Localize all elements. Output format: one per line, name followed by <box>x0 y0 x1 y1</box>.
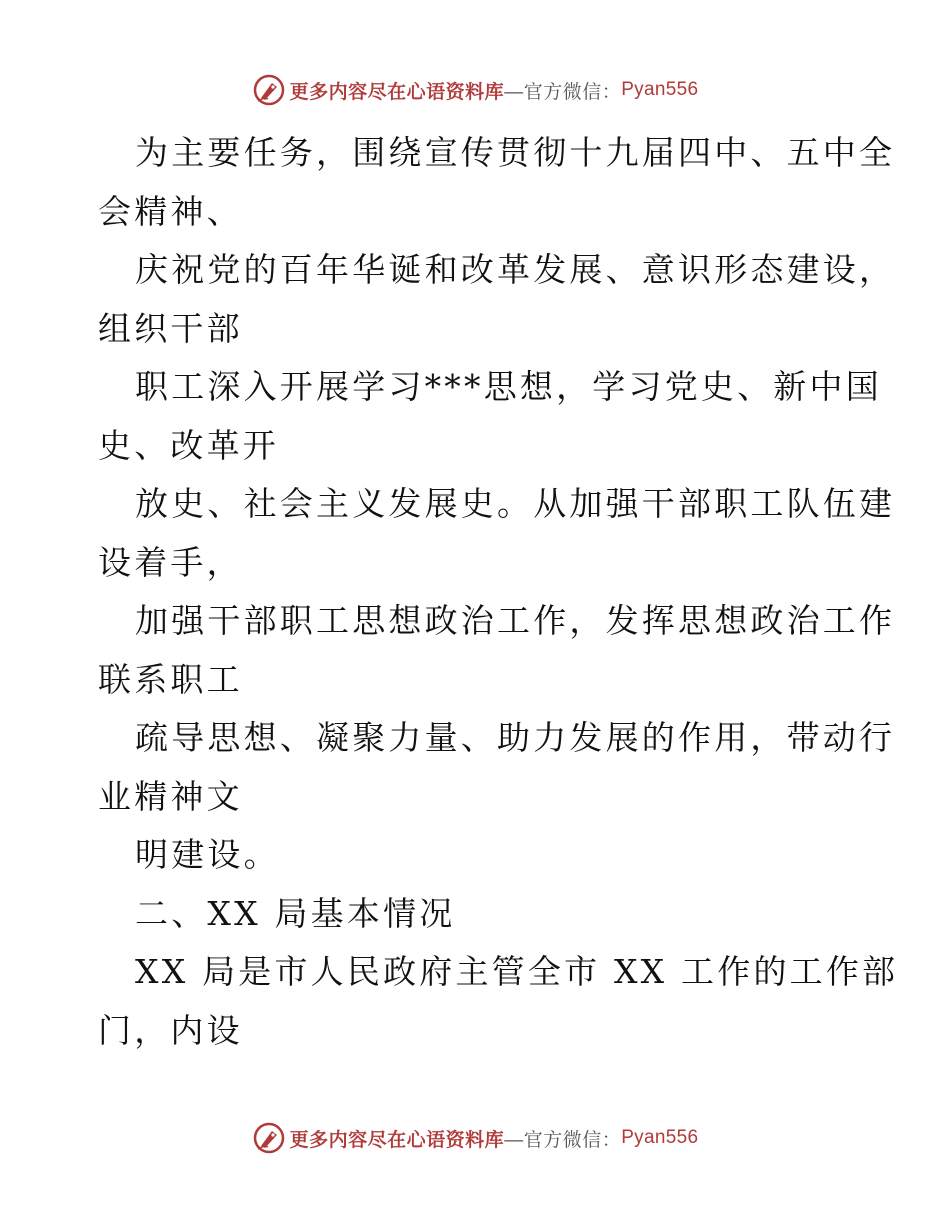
banner-separator: —官方微信： <box>504 81 622 103</box>
body-line: 加强干部职工思想政治工作，发挥思想政治工作 <box>135 601 896 640</box>
body-line: 联系职工 <box>98 659 243 699</box>
body-line: 业精神文 <box>98 776 243 816</box>
body-line: 史、改革开 <box>98 425 279 465</box>
pen-nib-circle-icon <box>252 73 286 107</box>
section-heading: 二、XX 局基本情况 <box>135 893 456 933</box>
body-line: 会精神、 <box>98 191 243 231</box>
pen-nib-circle-icon <box>252 1121 286 1155</box>
banner-title: 更多内容尽在心语资料库 <box>289 80 505 103</box>
banner-title: 更多内容尽在心语资料库 <box>289 1128 505 1151</box>
body-line: 设着手， <box>98 542 243 582</box>
body-line: 明建设。 <box>135 835 280 874</box>
body-line: 组织干部 <box>98 308 243 348</box>
body-line: 放史、社会主义发展史。从加强干部职工队伍建 <box>135 484 896 523</box>
body-line: 庆祝党的百年华诞和改革发展、意识形态建设， <box>135 250 896 289</box>
body-line: 疏导思想、凝聚力量、助力发展的作用，带动行 <box>135 718 896 757</box>
header-watermark-banner <box>0 70 950 110</box>
banner-separator: —官方微信： <box>504 1129 622 1151</box>
body-line: 为主要任务，围绕宣传贯彻十九届四中、五中全 <box>135 133 896 172</box>
body-line: XX 局是市人民政府主管全市 XX 工作的工作部 <box>135 952 899 991</box>
footer-watermark-banner <box>0 1118 950 1158</box>
banner-wechat-id: Pyan556 <box>621 1127 699 1148</box>
body-line: 职工深入开展学习***思想，学习党史、新中国 <box>135 367 882 406</box>
banner-wechat-id: Pyan556 <box>621 79 699 100</box>
body-line: 门，内设 <box>98 1010 243 1050</box>
document-body <box>98 124 899 1060</box>
